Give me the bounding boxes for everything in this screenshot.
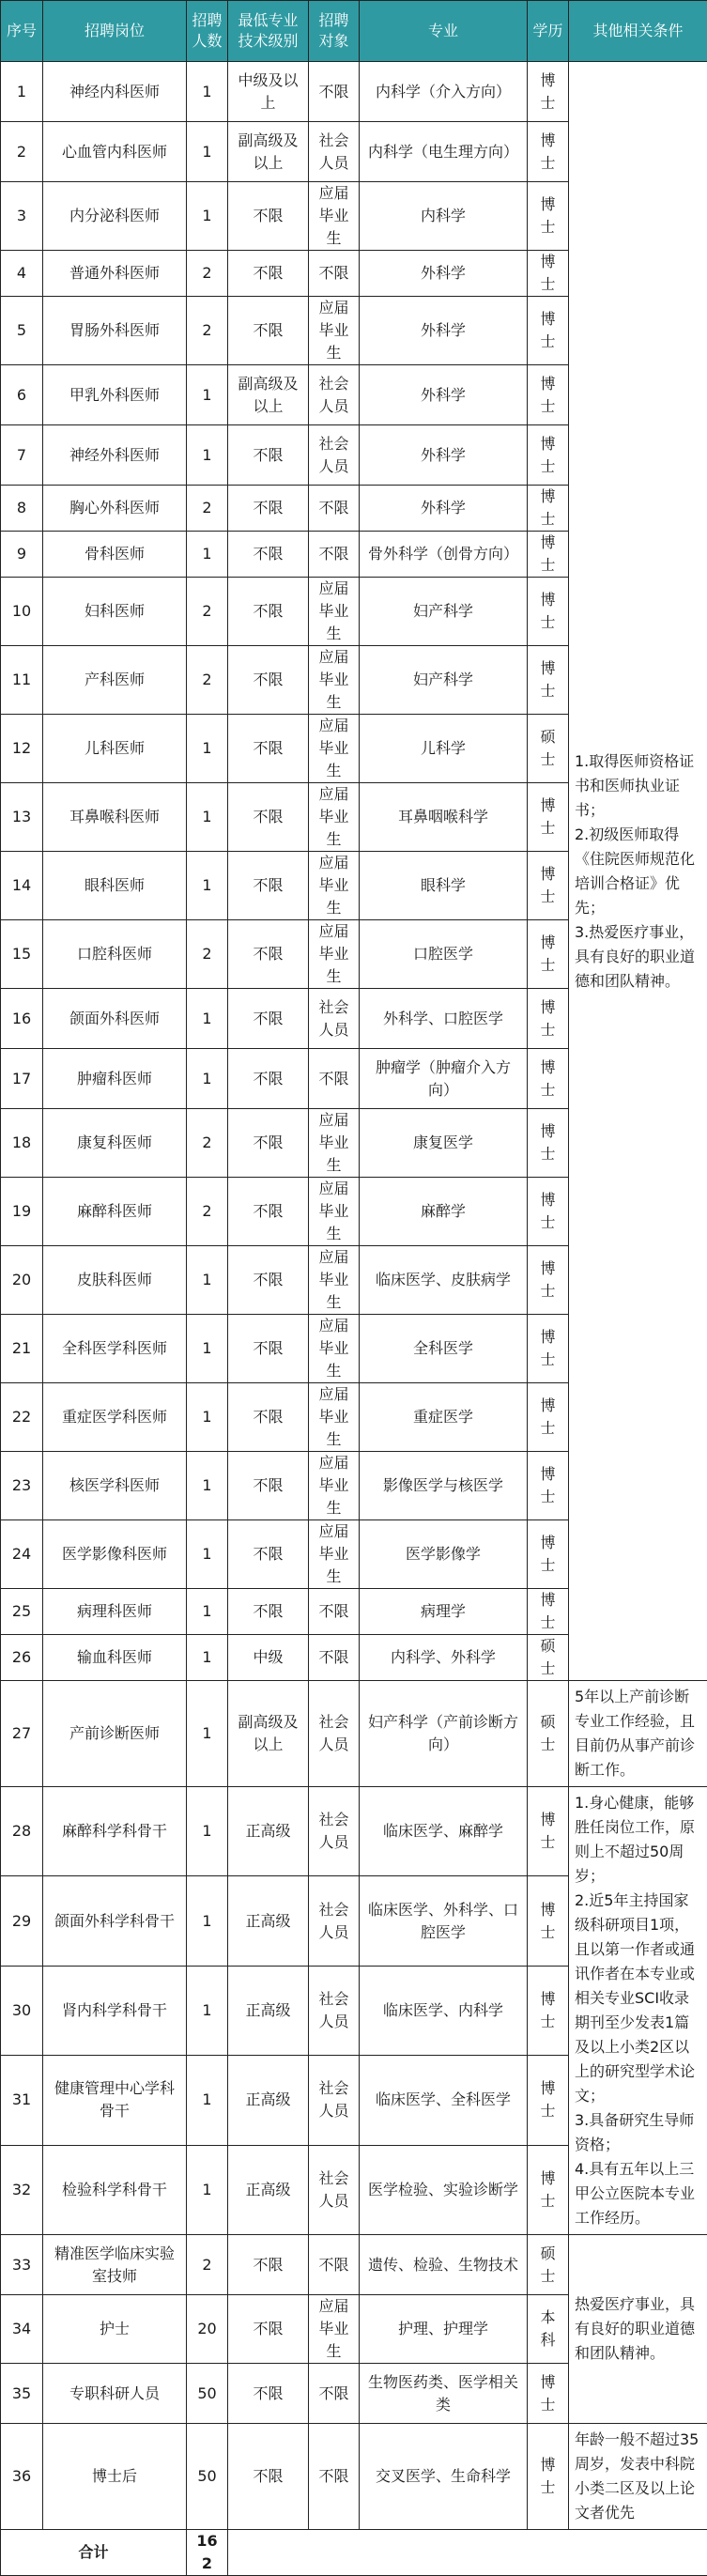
row-major: 康复医学 [360,1109,528,1178]
row-index: 7 [1,425,43,486]
row-target: 不限 [309,1049,360,1109]
row-position: 口腔科医师 [43,920,187,989]
header-major: 专业 [360,1,528,62]
row-count: 1 [187,1520,228,1589]
row-count: 1 [187,1315,228,1383]
header-count: 招聘人数 [187,1,228,62]
row-level: 不限 [228,989,309,1049]
table-row [1,1681,707,1787]
row-level: 不限 [228,2424,309,2530]
row-count: 2 [187,1109,228,1178]
row-major: 外科学 [360,425,528,486]
row-target: 不限 [309,486,360,532]
row-level: 不限 [228,1049,309,1109]
conditions-note: 5年以上产前诊断专业工作经验，且目前仍从事产前诊断工作。 [569,1681,707,1787]
row-degree: 博士 [528,1049,569,1109]
row-index: 16 [1,989,43,1049]
row-major: 重症医学 [360,1383,528,1452]
row-major: 耳鼻咽喉科学 [360,783,528,852]
row-position: 博士后 [43,2424,187,2530]
row-index: 25 [1,1589,43,1635]
row-major: 内科学（介入方向） [360,62,528,122]
row-count: 2 [187,920,228,989]
row-target: 应届毕业生 [309,1109,360,1178]
row-count: 1 [187,62,228,122]
row-major: 临床医学、外科学、口腔医学 [360,1876,528,1966]
row-count: 2 [187,646,228,715]
row-level: 不限 [228,1520,309,1589]
row-target: 应届毕业生 [309,182,360,251]
row-target: 不限 [309,1635,360,1681]
row-target: 应届毕业生 [309,1315,360,1383]
row-position: 专职科研人员 [43,2364,187,2424]
row-index: 10 [1,578,43,646]
conditions-note: 年龄一般不超过35周岁，发表中科院小类二区及以上论文者优先 [569,2424,707,2530]
row-major: 医学检验、实验诊断学 [360,2145,528,2234]
row-target: 社会人员 [309,989,360,1049]
header-degree: 学历 [528,1,569,62]
row-count: 1 [187,1787,228,1876]
row-index: 11 [1,646,43,715]
row-target: 应届毕业生 [309,783,360,852]
row-count: 1 [187,1452,228,1520]
row-index: 4 [1,251,43,297]
row-degree: 博士 [528,297,569,365]
row-degree: 博士 [528,1787,569,1876]
row-level: 不限 [228,425,309,486]
row-major: 内科学（电生理方向） [360,122,528,182]
row-position: 肾内科学科骨干 [43,1966,187,2055]
row-degree: 博士 [528,486,569,532]
row-position: 核医学科医师 [43,1452,187,1520]
row-position: 皮肤科医师 [43,1246,187,1315]
row-major: 妇产科学 [360,578,528,646]
row-index: 14 [1,852,43,920]
row-level: 不限 [228,783,309,852]
row-degree: 博士 [528,1315,569,1383]
row-level: 副高级及以上 [228,365,309,425]
row-level: 正高级 [228,1787,309,1876]
header-level: 最低专业技术级别 [228,1,309,62]
row-target: 应届毕业生 [309,1383,360,1452]
row-count: 50 [187,2424,228,2530]
row-level: 中级 [228,1635,309,1681]
row-target: 不限 [309,2235,360,2295]
row-target: 不限 [309,1589,360,1635]
row-position: 医学影像科医师 [43,1520,187,1589]
row-position: 健康管理中心学科骨干 [43,2056,187,2145]
row-degree: 硕士 [528,1635,569,1681]
row-target: 应届毕业生 [309,646,360,715]
row-major: 遗传、检验、生物技术 [360,2235,528,2295]
row-position: 重症医学科医师 [43,1383,187,1452]
row-target: 不限 [309,251,360,297]
row-count: 1 [187,715,228,783]
row-target: 社会人员 [309,1787,360,1876]
row-position: 儿科医师 [43,715,187,783]
row-major: 护理、护理学 [360,2295,528,2364]
row-count: 20 [187,2295,228,2364]
row-level: 不限 [228,1452,309,1520]
row-position: 骨科医师 [43,532,187,578]
row-index: 28 [1,1787,43,1876]
row-degree: 博士 [528,182,569,251]
row-degree: 博士 [528,1178,569,1246]
conditions-note: 1.取得医师资格证书和医师执业证书； 2.初级医师取得《住院医师规范化培训合格证》优先； 3.热爱医疗事业，具有良好的职业道德和团队精神。 [569,62,707,1681]
row-position: 胸心外科医师 [43,486,187,532]
row-target: 应届毕业生 [309,1520,360,1589]
row-major: 妇产科学 [360,646,528,715]
row-level: 不限 [228,2364,309,2424]
row-count: 2 [187,578,228,646]
row-position: 普通外科医师 [43,251,187,297]
row-target: 应届毕业生 [309,578,360,646]
row-major: 妇产科学（产前诊断方向） [360,1681,528,1787]
row-index: 15 [1,920,43,989]
header-conditions: 其他相关条件 [569,1,707,62]
row-position: 肿瘤科医师 [43,1049,187,1109]
row-count: 1 [187,1681,228,1787]
row-target: 应届毕业生 [309,852,360,920]
table-row [1,62,707,122]
row-index: 3 [1,182,43,251]
row-degree: 博士 [528,365,569,425]
row-degree: 博士 [528,646,569,715]
row-level: 不限 [228,715,309,783]
row-count: 1 [187,532,228,578]
row-position: 麻醉科医师 [43,1178,187,1246]
row-position: 康复科医师 [43,1109,187,1178]
row-degree: 本科 [528,2295,569,2364]
row-level: 不限 [228,1315,309,1383]
table-row [1,2424,707,2530]
row-position: 内分泌科医师 [43,182,187,251]
row-level: 不限 [228,920,309,989]
row-target: 不限 [309,2364,360,2424]
row-index: 34 [1,2295,43,2364]
row-count: 1 [187,365,228,425]
row-index: 36 [1,2424,43,2530]
row-degree: 硕士 [528,1681,569,1787]
row-target: 社会人员 [309,365,360,425]
row-level: 不限 [228,182,309,251]
row-position: 颌面外科学科骨干 [43,1876,187,1966]
row-index: 29 [1,1876,43,1966]
row-major: 内科学、外科学 [360,1635,528,1681]
row-count: 2 [187,1178,228,1246]
row-target: 社会人员 [309,1681,360,1787]
row-major: 临床医学、皮肤病学 [360,1246,528,1315]
row-major: 儿科学 [360,715,528,783]
row-level: 正高级 [228,1966,309,2055]
row-degree: 博士 [528,1520,569,1589]
row-index: 5 [1,297,43,365]
row-count: 1 [187,1635,228,1681]
row-level: 不限 [228,1383,309,1452]
row-major: 外科学 [360,365,528,425]
total-value: 162 [187,2530,228,2576]
row-major: 外科学、口腔医学 [360,989,528,1049]
row-target: 社会人员 [309,122,360,182]
row-position: 麻醉科学科骨干 [43,1787,187,1876]
row-degree: 博士 [528,1246,569,1315]
row-level: 不限 [228,532,309,578]
row-index: 2 [1,122,43,182]
row-level: 不限 [228,578,309,646]
row-target: 社会人员 [309,1876,360,1966]
row-level: 不限 [228,2235,309,2295]
row-target: 社会人员 [309,2056,360,2145]
row-count: 2 [187,251,228,297]
row-index: 21 [1,1315,43,1383]
row-major: 肿瘤学（肿瘤介入方向） [360,1049,528,1109]
row-degree: 博士 [528,1589,569,1635]
row-major: 内科学 [360,182,528,251]
row-level: 不限 [228,1109,309,1178]
row-position: 心血管内科医师 [43,122,187,182]
row-index: 9 [1,532,43,578]
row-degree: 硕士 [528,715,569,783]
table-row [1,1787,707,1876]
row-major: 病理学 [360,1589,528,1635]
header-position: 招聘岗位 [43,1,187,62]
row-degree: 博士 [528,1452,569,1520]
row-count: 1 [187,182,228,251]
row-index: 31 [1,2056,43,2145]
row-count: 1 [187,1966,228,2055]
row-count: 2 [187,2235,228,2295]
row-position: 全科医学科医师 [43,1315,187,1383]
row-position: 妇科医师 [43,578,187,646]
row-index: 18 [1,1109,43,1178]
row-count: 1 [187,989,228,1049]
row-position: 甲乳外科医师 [43,365,187,425]
row-position: 胃肠外科医师 [43,297,187,365]
row-degree: 硕士 [528,2235,569,2295]
row-major: 外科学 [360,251,528,297]
row-major: 口腔医学 [360,920,528,989]
row-index: 13 [1,783,43,852]
row-level: 中级及以上 [228,62,309,122]
row-degree: 博士 [528,2424,569,2530]
row-degree: 博士 [528,62,569,122]
row-index: 35 [1,2364,43,2424]
row-position: 耳鼻喉科医师 [43,783,187,852]
row-target: 应届毕业生 [309,1452,360,1520]
row-major: 临床医学、全科医学 [360,2056,528,2145]
row-count: 1 [187,425,228,486]
table-row [1,2235,707,2295]
row-target: 社会人员 [309,2145,360,2234]
row-target: 社会人员 [309,425,360,486]
row-count: 1 [187,2056,228,2145]
header-target: 招聘对象 [309,1,360,62]
row-index: 24 [1,1520,43,1589]
row-major: 生物医药类、医学相关类 [360,2364,528,2424]
row-degree: 博士 [528,920,569,989]
row-degree: 博士 [528,1966,569,2055]
row-major: 交叉医学、生命科学 [360,2424,528,2530]
row-index: 19 [1,1178,43,1246]
row-major: 眼科学 [360,852,528,920]
row-index: 20 [1,1246,43,1315]
row-degree: 博士 [528,2145,569,2234]
row-count: 1 [187,783,228,852]
row-target: 不限 [309,532,360,578]
row-level: 不限 [228,2295,309,2364]
row-level: 不限 [228,486,309,532]
row-index: 33 [1,2235,43,2295]
row-degree: 博士 [528,989,569,1049]
row-index: 8 [1,486,43,532]
row-target: 应届毕业生 [309,297,360,365]
row-level: 副高级及以上 [228,1681,309,1787]
row-level: 不限 [228,1246,309,1315]
row-major: 医学影像学 [360,1520,528,1589]
header-row [1,1,707,62]
row-degree: 博士 [528,783,569,852]
row-degree: 博士 [528,1383,569,1452]
row-index: 17 [1,1049,43,1109]
row-count: 1 [187,852,228,920]
row-position: 产科医师 [43,646,187,715]
row-major: 麻醉学 [360,1178,528,1246]
row-level: 不限 [228,646,309,715]
row-position: 颌面外科医师 [43,989,187,1049]
row-index: 23 [1,1452,43,1520]
row-target: 应届毕业生 [309,920,360,989]
row-target: 应届毕业生 [309,715,360,783]
row-degree: 博士 [528,2056,569,2145]
row-target: 社会人员 [309,1966,360,2055]
row-major: 影像医学与核医学 [360,1452,528,1520]
row-level: 不限 [228,251,309,297]
row-major: 临床医学、麻醉学 [360,1787,528,1876]
row-count: 2 [187,297,228,365]
row-position: 神经内科医师 [43,62,187,122]
row-count: 1 [187,2145,228,2234]
row-index: 12 [1,715,43,783]
row-count: 1 [187,1876,228,1966]
row-target: 不限 [309,2424,360,2530]
row-major: 临床医学、内科学 [360,1966,528,2055]
header-index: 序号 [1,1,43,62]
row-position: 病理科医师 [43,1589,187,1635]
row-index: 26 [1,1635,43,1681]
row-target: 不限 [309,62,360,122]
row-position: 神经外科医师 [43,425,187,486]
row-count: 1 [187,122,228,182]
row-degree: 博士 [528,122,569,182]
row-index: 1 [1,62,43,122]
row-index: 32 [1,2145,43,2234]
row-level: 正高级 [228,2145,309,2234]
row-major: 外科学 [360,297,528,365]
row-target: 应届毕业生 [309,2295,360,2364]
row-position: 输血科医师 [43,1635,187,1681]
row-position: 检验科学科骨干 [43,2145,187,2234]
row-degree: 博士 [528,2364,569,2424]
total-label: 合计 [1,2530,187,2576]
row-position: 产前诊断医师 [43,1681,187,1787]
row-target: 应届毕业生 [309,1246,360,1315]
row-level: 不限 [228,297,309,365]
row-position: 眼科医师 [43,852,187,920]
row-count: 50 [187,2364,228,2424]
row-position: 精准医学临床实验室技师 [43,2235,187,2295]
row-level: 副高级及以上 [228,122,309,182]
row-count: 2 [187,486,228,532]
conditions-note: 1.身心健康，能够胜任岗位工作，原则上不超过50周岁； 2.近5年主持国家级科研项目1项，且以第一作者或通讯作者在本专业或相关专业SCI收录期刊至少发表1篇及以上小类2区以上的研究型学术论文； 3.具备研究生导师资格； 4.具有五年以上三甲公立医院本专业工作经历。 [569,1787,707,2235]
row-count: 1 [187,1383,228,1452]
row-level: 不限 [228,852,309,920]
row-degree: 博士 [528,251,569,297]
row-degree: 博士 [528,532,569,578]
row-level: 不限 [228,1178,309,1246]
row-degree: 博士 [528,578,569,646]
row-index: 27 [1,1681,43,1787]
row-count: 1 [187,1049,228,1109]
row-level: 正高级 [228,1876,309,1966]
row-degree: 博士 [528,1109,569,1178]
row-major: 全科医学 [360,1315,528,1383]
row-major: 外科学 [360,486,528,532]
row-index: 6 [1,365,43,425]
total-row [1,2530,707,2576]
row-count: 1 [187,1246,228,1315]
row-level: 正高级 [228,2056,309,2145]
row-target: 应届毕业生 [309,1178,360,1246]
row-level: 不限 [228,1589,309,1635]
row-position: 护士 [43,2295,187,2364]
row-degree: 博士 [528,425,569,486]
row-count: 1 [187,1589,228,1635]
row-degree: 博士 [528,1876,569,1966]
row-index: 22 [1,1383,43,1452]
total-filler [228,2530,707,2576]
row-index: 30 [1,1966,43,2055]
row-degree: 博士 [528,852,569,920]
row-major: 骨外科学（创骨方向） [360,532,528,578]
conditions-note: 热爱医疗事业，具有良好的职业道德和团队精神。 [569,2235,707,2424]
